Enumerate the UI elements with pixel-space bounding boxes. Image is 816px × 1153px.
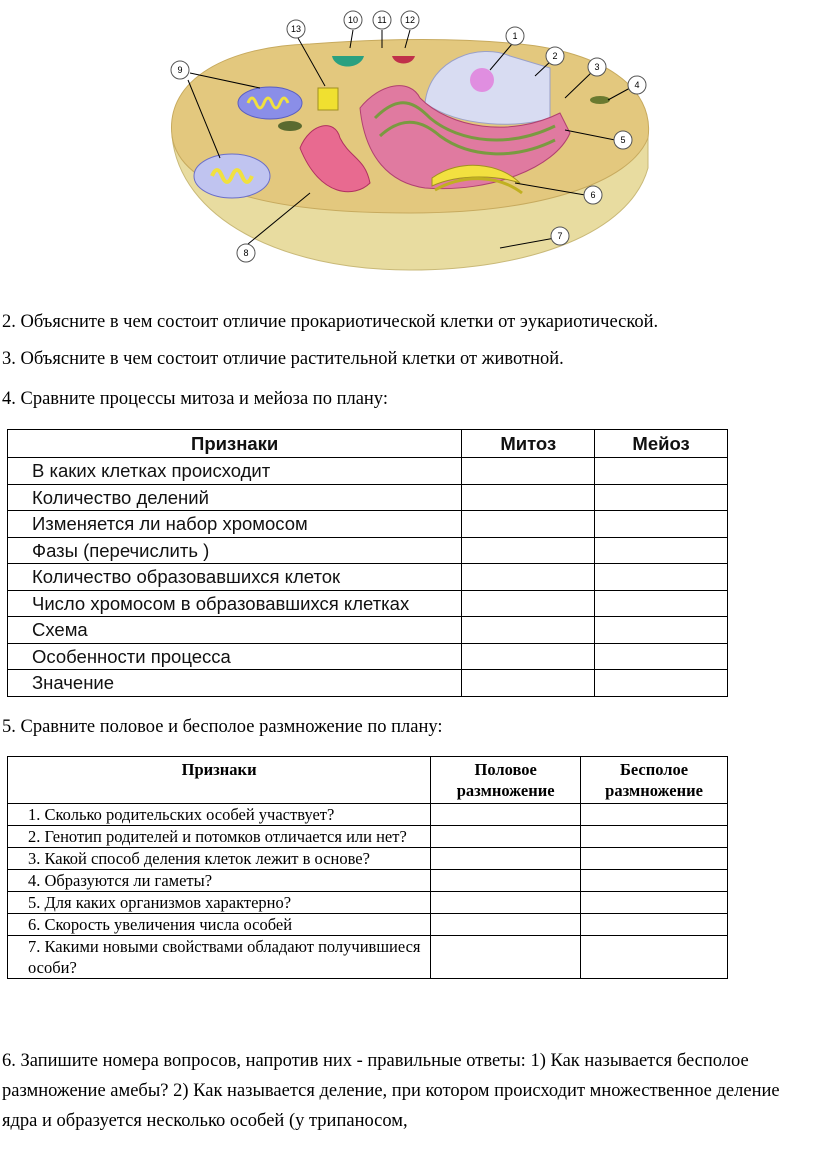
answer-cell[interactable] xyxy=(462,670,595,697)
svg-text:4: 4 xyxy=(634,80,640,90)
header-meiosis: Мейоз xyxy=(595,430,728,458)
svg-text:3: 3 xyxy=(594,62,600,72)
question-3: 3. Объясните в чем состоит отличие растительной клетки от животной. xyxy=(2,349,564,369)
answer-cell[interactable] xyxy=(595,458,728,485)
table-row: Изменяется ли набор хромосом xyxy=(8,511,728,538)
table-row: Фазы (перечислить ) xyxy=(8,537,728,564)
table-header-row xyxy=(8,430,728,458)
table-row: Значение xyxy=(8,670,728,697)
svg-text:8: 8 xyxy=(243,248,249,258)
table-row: Особенности процесса xyxy=(8,643,728,670)
answer-cell[interactable] xyxy=(595,511,728,538)
answer-cell[interactable] xyxy=(462,511,595,538)
mitochondrion-top xyxy=(238,87,302,119)
header-asexual: Бесполое размножение xyxy=(581,757,728,804)
table-header-row xyxy=(8,757,728,804)
vacuole xyxy=(278,121,302,131)
question-4: 4. Сравните процессы митоза и мейоза по плану: xyxy=(2,389,388,409)
table-row: Схема xyxy=(8,617,728,644)
table-row: 4. Образуются ли гаметы? xyxy=(8,870,728,892)
header-features: Признаки xyxy=(8,430,462,458)
answer-cell[interactable] xyxy=(595,670,728,697)
header-mitosis: Митоз xyxy=(462,430,595,458)
answer-cell[interactable] xyxy=(431,870,581,892)
table-row: 3. Какой способ деления клеток лежит в основе? xyxy=(8,848,728,870)
svg-text:9: 9 xyxy=(177,65,183,75)
header-features: Признаки xyxy=(8,757,431,804)
header-sexual: Половое размножение xyxy=(431,757,581,804)
answer-cell[interactable] xyxy=(462,537,595,564)
centriole xyxy=(318,88,338,110)
question-6: 6. Запишите номера вопросов, напротив них - правильные ответы: 1) Как называется бесполое размножение амебы? 2) Как называется деление, при котором происходит множественное деление ядра и образуется несколько особей (у трипаносом, xyxy=(2,1051,780,1131)
answer-cell[interactable] xyxy=(431,936,581,979)
answer-cell[interactable] xyxy=(462,643,595,670)
svg-text:1: 1 xyxy=(512,31,518,41)
answer-cell[interactable] xyxy=(462,564,595,591)
table-row: Число хромосом в образовавшихся клетках xyxy=(8,590,728,617)
answer-cell[interactable] xyxy=(595,617,728,644)
svg-text:10: 10 xyxy=(347,15,359,25)
table-row: В каких клетках происходит xyxy=(8,458,728,485)
cell-diagram xyxy=(160,8,660,280)
question-5: 5. Сравните половое и бесполое размножение по плану: xyxy=(2,717,443,737)
nucleolus xyxy=(470,68,494,92)
ribosome-dish xyxy=(590,96,610,104)
svg-text:7: 7 xyxy=(557,231,563,241)
svg-text:6: 6 xyxy=(590,190,596,200)
answer-cell[interactable] xyxy=(581,914,728,936)
svg-text:2: 2 xyxy=(552,51,558,61)
answer-cell[interactable] xyxy=(462,484,595,511)
answer-cell[interactable] xyxy=(431,892,581,914)
answer-cell[interactable] xyxy=(462,617,595,644)
svg-text:13: 13 xyxy=(290,24,302,34)
answer-cell[interactable] xyxy=(595,564,728,591)
answer-cell[interactable] xyxy=(581,870,728,892)
svg-text:12: 12 xyxy=(404,15,416,25)
answer-cell[interactable] xyxy=(581,848,728,870)
question-2: 2. Объясните в чем состоит отличие прокариотической клетки от эукариотической. xyxy=(2,312,659,332)
table-row: 1. Сколько родительских особей участвует? xyxy=(8,804,728,826)
svg-text:11: 11 xyxy=(377,15,387,25)
table-row: 2. Генотип родителей и потомков отличается или нет? xyxy=(8,826,728,848)
answer-cell[interactable] xyxy=(595,643,728,670)
mitosis-meiosis-table xyxy=(7,429,728,697)
answer-cell[interactable] xyxy=(431,804,581,826)
answer-cell[interactable] xyxy=(595,537,728,564)
table-row: 5. Для каких организмов характерно? xyxy=(8,892,728,914)
table-row: 6. Скорость увеличения числа особей xyxy=(8,914,728,936)
svg-text:5: 5 xyxy=(620,135,626,145)
answer-cell[interactable] xyxy=(462,590,595,617)
answer-cell[interactable] xyxy=(595,484,728,511)
answer-cell[interactable] xyxy=(431,826,581,848)
answer-cell[interactable] xyxy=(595,590,728,617)
answer-cell[interactable] xyxy=(581,892,728,914)
table-row: Количество образовавшихся клеток xyxy=(8,564,728,591)
table-row: 7. Какими новыми свойствами обладают получившиеся особи? xyxy=(8,936,728,979)
table-row: Количество делений xyxy=(8,484,728,511)
answer-cell[interactable] xyxy=(431,848,581,870)
answer-cell[interactable] xyxy=(581,826,728,848)
answer-cell[interactable] xyxy=(431,914,581,936)
answer-cell[interactable] xyxy=(581,936,728,979)
answer-cell[interactable] xyxy=(581,804,728,826)
answer-cell[interactable] xyxy=(462,458,595,485)
reproduction-table xyxy=(7,756,728,979)
